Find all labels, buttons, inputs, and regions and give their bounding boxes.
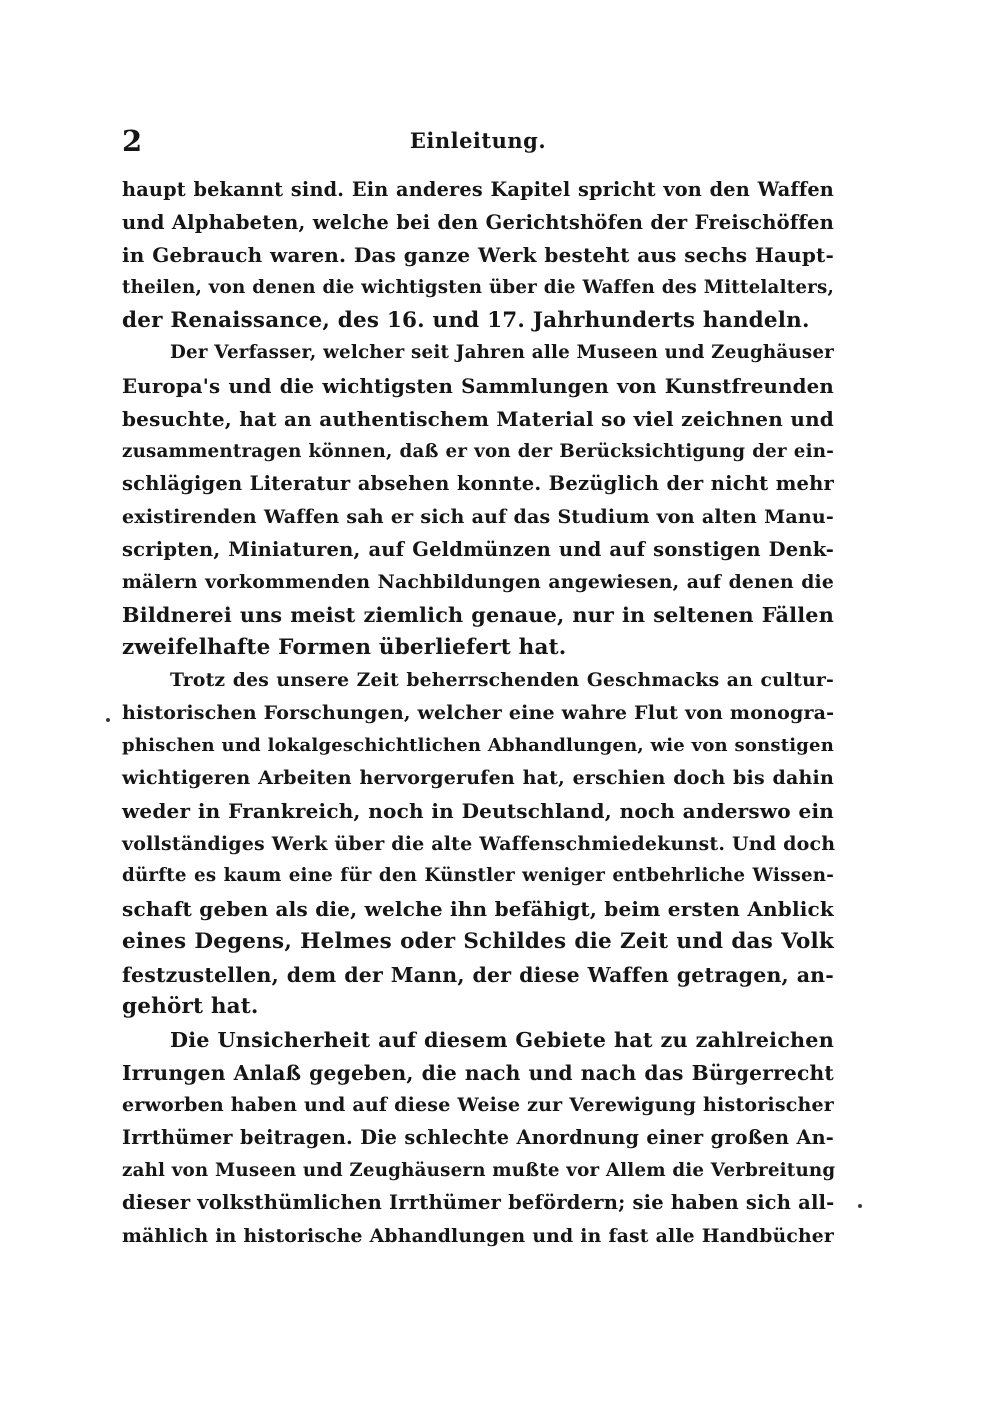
running-head: Einleitung. <box>409 128 547 153</box>
text-line: weder in Frankreich, noch in Deutschland, noch anderswo ein <box>122 799 834 824</box>
paragraph-1 <box>122 174 834 337</box>
text-line: dieser volksthümlichen Irrthümer befördern; sie haben sich all- <box>122 1191 835 1215</box>
text-line: zahl von Museen und Zeughäusern mußte vor Allem die Verbreitung <box>122 1159 836 1181</box>
text-line: eines Degens, Helmes oder Schildes die Zeit und das Volk <box>122 928 834 954</box>
text-line: der Renaissance, des 16. und 17. Jahrhunderts handeln. <box>122 307 810 333</box>
text-line: wichtigeren Arbeiten hervorgerufen hat, erschien doch bis dahin <box>122 767 834 790</box>
text-line: Trotz des unsere Zeit beherrschenden Geschmacks an cultur- <box>170 669 834 692</box>
text-line: Irrungen Anlaß gegeben, die nach und nach das Bürgerrecht <box>122 1060 834 1085</box>
text-line: historischen Forschungen, welcher eine wahre Flut von monogra- <box>122 702 835 724</box>
text-line: Der Verfasser, welcher seit Jahren alle Museen und Zeughäuser <box>170 342 834 364</box>
text-line: schaft geben als die, welche ihn befähigt, beim ersten Anblick <box>122 897 834 922</box>
paragraph-3 <box>122 664 834 1024</box>
text-line: und Alphabeten, welche bei den Gerichtshöfen der Freischöffen <box>122 210 834 234</box>
paragraph-4 <box>122 1024 834 1253</box>
text-line: mälern vorkommenden Nachbildungen angewiesen, auf denen die <box>122 571 834 594</box>
text-line: theilen, von denen die wichtigsten über die Waffen des Mittelalters, <box>122 277 834 299</box>
page-header <box>122 124 834 156</box>
text-line: Europa's und die wichtigsten Sammlungen von Kunstfreunden <box>122 374 834 399</box>
text-line: scripten, Miniaturen, auf Geldmünzen und auf sonstigen Denk- <box>122 537 834 561</box>
text-line: phischen und lokalgeschichtlichen Abhandlungen, wie von sonstigen <box>122 734 834 756</box>
text-line: gehört hat. <box>122 994 259 1020</box>
text-line: vollständiges Werk über die alte Waffenschmiedekunst. Und doch <box>122 832 836 855</box>
text-line: Die Unsicherheit auf diesem Gebiete hat zu zahlreichen <box>170 1027 834 1052</box>
text-line: dürfte es kaum eine für den Künstler weniger entbehrliche Wissen- <box>122 865 834 887</box>
page-number: 2 <box>122 124 143 158</box>
body-text <box>122 174 834 1253</box>
paragraph-2 <box>122 337 834 664</box>
scan-speck <box>858 1204 862 1208</box>
text-line: mählich in historische Abhandlungen und in fast alle Handbücher <box>122 1225 834 1247</box>
text-line: haupt bekannt sind. Ein anderes Kapitel spricht von den Waffen <box>122 178 834 201</box>
text-line: erworben haben und auf diese Weise zur Verewigung historischer <box>122 1094 834 1117</box>
text-line: besuchte, hat an authentischem Material so viel zeichnen und <box>122 406 834 431</box>
text-line: Irrthümer beitragen. Die schlechte Anordnung einer großen An- <box>122 1125 834 1149</box>
text-line: zweifelhafte Formen überliefert hat. <box>122 634 567 660</box>
scan-speck <box>106 718 110 722</box>
text-line: in Gebrauch waren. Das ganze Werk besteht aus sechs Haupt- <box>122 243 834 268</box>
text-line: schlägigen Literatur absehen konnte. Bezüglich der nicht mehr <box>122 472 834 496</box>
text-line: Bildnerei uns meist ziemlich genaue, nur in seltenen Fällen <box>122 602 834 627</box>
text-line: existirenden Waffen sah er sich auf das Studium von alten Manu- <box>122 505 834 528</box>
text-line: zusammentragen können, daß er von der Berücksichtigung der ein- <box>122 440 834 462</box>
text-line: festzustellen, dem der Mann, der diese Waffen getragen, an- <box>122 962 834 987</box>
